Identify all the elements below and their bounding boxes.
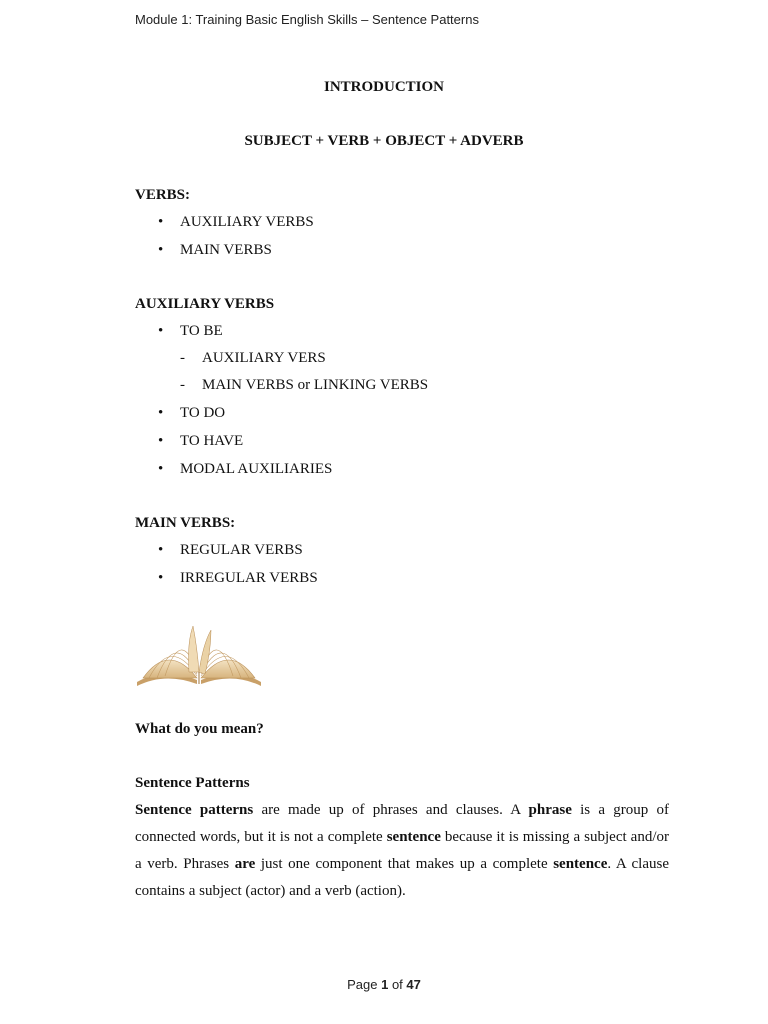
list-item-label: REGULAR VERBS — [180, 542, 303, 558]
sentence-patterns-heading: Sentence Patterns — [135, 775, 250, 791]
bullet-icon: • — [158, 405, 164, 421]
page-title: INTRODUCTION — [323, 79, 444, 95]
list-item — [158, 542, 303, 559]
list-item — [158, 433, 243, 450]
page-word: Page — [347, 977, 382, 992]
sub-list-item-label: MAIN VERBS or LINKING VERBS — [202, 377, 429, 393]
verbs-heading: VERBS: — [135, 187, 191, 203]
sentence-formula: SUBJECT + VERB + OBJECT + ADVERB — [244, 133, 524, 149]
bullet-icon: • — [158, 542, 164, 558]
bullet-icon: • — [158, 214, 164, 230]
paragraph-text: just one component that makes up a complete — [255, 856, 554, 872]
dash-icon: - — [180, 377, 185, 393]
open-book-icon — [135, 622, 263, 688]
list-item-label: AUXILIARY VERBS — [180, 214, 314, 230]
question-heading: What do you mean? — [135, 721, 264, 737]
main-verbs-heading: MAIN VERBS: — [135, 515, 236, 531]
sub-list-item — [180, 377, 428, 394]
page-footer — [0, 977, 768, 992]
list-item-label: TO HAVE — [180, 433, 244, 449]
list-item-label: IRREGULAR VERBS — [180, 570, 318, 586]
list-item-label: TO DO — [180, 405, 226, 421]
list-item-label: MAIN VERBS — [180, 242, 272, 258]
bullet-icon: • — [158, 461, 164, 477]
bold-term: sentence — [553, 856, 608, 872]
list-item — [158, 461, 332, 478]
list-item — [158, 405, 225, 422]
paragraph-text: is a group of connected words, but it is not a complete — [135, 802, 669, 845]
total-page-count: 47 — [406, 977, 421, 992]
bullet-icon: • — [158, 323, 164, 339]
sub-list-item — [180, 350, 326, 367]
list-item — [158, 323, 223, 340]
bullet-icon: • — [158, 570, 164, 586]
list-item — [158, 214, 314, 231]
paragraph-text: . A clause contains a subject (actor) and a verb (action). — [135, 856, 670, 899]
auxiliary-verbs-heading: AUXILIARY VERBS — [135, 296, 275, 312]
bold-term: are — [234, 856, 256, 872]
list-item-label: MODAL AUXILIARIES — [180, 461, 333, 477]
bold-term: sentence — [386, 829, 441, 845]
sub-list-item-label: AUXILIARY VERS — [202, 350, 326, 366]
running-header: Module 1: Training Basic English Skills – Sentence Patterns — [135, 12, 479, 27]
bold-term: Sentence patterns — [135, 802, 254, 818]
sentence-patterns-paragraph — [135, 797, 669, 905]
dash-icon: - — [180, 350, 185, 366]
bullet-icon: • — [158, 433, 164, 449]
bullet-icon: • — [158, 242, 164, 258]
bold-term: phrase — [528, 802, 572, 818]
current-page-number: 1 — [381, 977, 389, 992]
of-word: of — [388, 977, 407, 992]
paragraph-text: because it is missing a subject and/or a verb. Phrases — [135, 829, 669, 872]
paragraph-text: are made up of phrases and clauses. A — [253, 802, 529, 818]
list-item — [158, 242, 272, 259]
list-item — [158, 570, 318, 587]
list-item-label: TO BE — [180, 323, 223, 339]
